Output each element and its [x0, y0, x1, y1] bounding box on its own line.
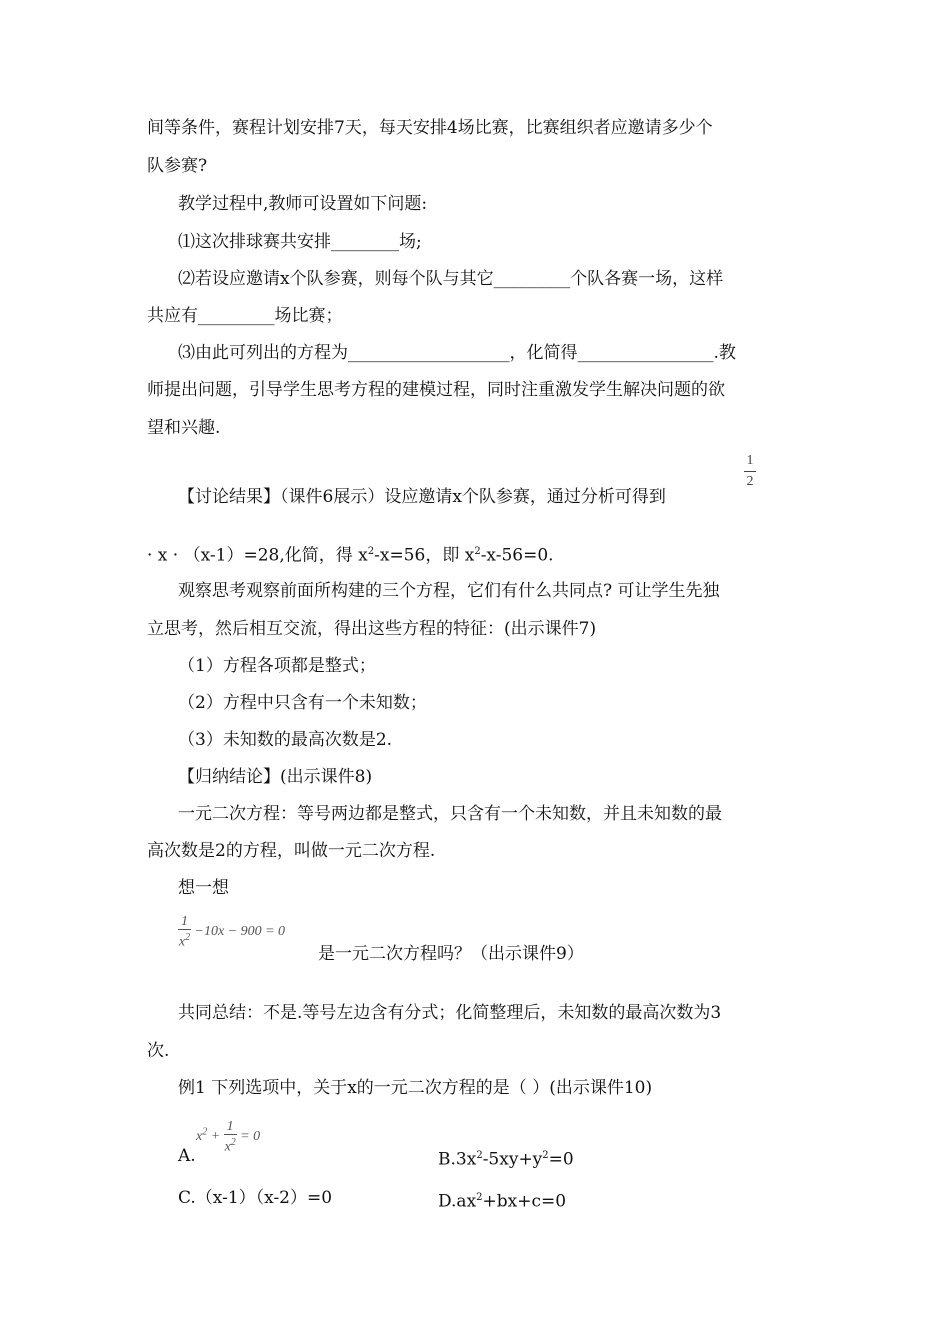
option-b [438, 1145, 574, 1171]
option-part: +bx+c=0 [482, 1191, 567, 1212]
text-line: （3）未知数的最高次数是2. [178, 730, 393, 750]
equation-term: x [196, 1129, 203, 1145]
option-part: =0 [548, 1149, 574, 1170]
exponent: 2 [230, 1137, 236, 1148]
fraction-numerator: 1 [178, 914, 191, 930]
text-line: 是一元二次方程吗？（出示课件9） [318, 944, 584, 964]
exponent: 2 [476, 1150, 483, 1161]
text-line: 例1 下列选项中，关于x的一元二次方程的是（ ）(出示课件10) [178, 1078, 653, 1098]
text-line: 观察思考观察前面所构建的三个方程，它们有什么共同点? 可让学生先独 [178, 581, 720, 601]
option-a: A. [178, 1146, 196, 1166]
exponent: 2 [185, 932, 191, 943]
text-line: 望和兴趣. [147, 418, 221, 438]
option-d [438, 1187, 566, 1213]
equation-part: -x=56，即 x [374, 545, 475, 566]
text-line: 共应有_________场比赛； [147, 306, 343, 326]
text-line: 教学过程中,教师可设置如下问题: [178, 194, 428, 214]
text-line: 立思考，然后相互交流，得出这些方程的特征：(出示课件7) [147, 619, 597, 639]
text-line: 【归纳结论】(出示课件8) [178, 767, 373, 787]
text-line: 共同总结：不是.等号左边含有分式；化简整理后，未知数的最高次数为3 [178, 1003, 722, 1023]
equation [178, 914, 285, 950]
text-line: ⑶由此可列出的方程为___________________，化简得________________.教 [178, 343, 736, 363]
option-part: D.ax [438, 1191, 477, 1212]
fraction-numerator: 1 [746, 453, 754, 468]
text-line: 间等条件，赛程计划安排7天，每天安排4场比赛，比赛组织者应邀请多少个 [147, 118, 713, 138]
exponent: 2 [476, 1192, 483, 1203]
plus-sign: + [210, 1129, 221, 1145]
text-line: （1）方程各项都是整式； [178, 656, 376, 676]
equation-part: · x · （x-1）=28,化简，得 x [147, 545, 368, 566]
option-part: B.3x [438, 1149, 477, 1170]
exponent: 2 [474, 546, 481, 557]
text-line [147, 541, 554, 567]
text-line: ⑵若设应邀请x个队参赛，则每个队与其它_________个队各赛一场，这样 [178, 269, 724, 289]
text-line: 高次数是2的方程，叫做一元二次方程. [147, 841, 436, 861]
option-part: -5xy+y [482, 1149, 543, 1170]
option-c: C.（x-1）（x-2）=0 [178, 1188, 333, 1208]
equation-rest: −10x − 900 = 0 [194, 924, 286, 940]
exponent: 2 [542, 1150, 549, 1161]
fraction-numerator: 1 [224, 1119, 237, 1135]
exponent: 2 [202, 1126, 208, 1138]
fraction-denominator: 2 [746, 474, 754, 489]
equation-option-a [196, 1119, 260, 1155]
text-line: ⑴这次排球赛共安排________场; [178, 232, 422, 252]
text-line: （2）方程中只含有一个未知数； [178, 693, 427, 713]
text-line: 【讨论结果】（课件6展示）设应邀请x个队参赛，通过分析可得到 [178, 487, 666, 507]
exponent: 2 [367, 546, 375, 557]
fraction-denominator: x [178, 934, 186, 950]
text-line: 次. [147, 1041, 170, 1061]
text-line: 队参赛? [147, 156, 208, 176]
equation-rest: = 0 [240, 1129, 261, 1145]
text-line: 想一想 [178, 878, 229, 898]
equation-part: -x-56=0. [480, 545, 554, 566]
fraction-half [744, 454, 756, 489]
text-line: 一元二次方程：等号两边都是整式，只含有一个未知数，并且未知数的最 [178, 804, 722, 824]
text-line: 师提出问题，引导学生思考方程的建模过程，同时注重激发学生解决问题的欲 [147, 380, 725, 400]
fraction-denominator: x [224, 1139, 231, 1155]
